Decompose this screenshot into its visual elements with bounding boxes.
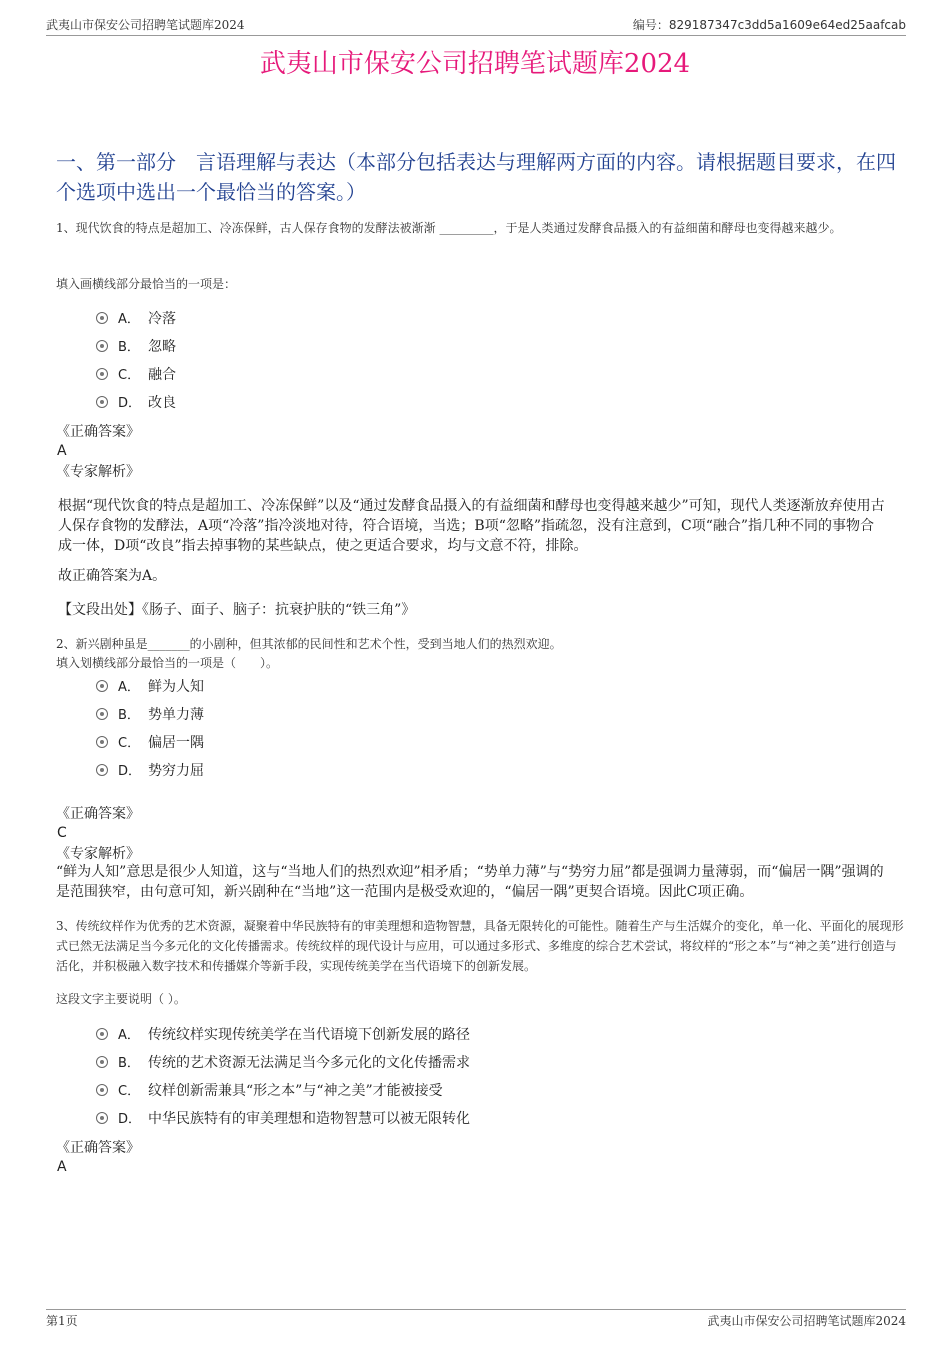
radio-icon[interactable] [96,368,108,380]
radio-icon[interactable] [96,396,108,408]
footer-doc-title: 武夷山市保安公司招聘笔试题库2024 [707,1314,906,1328]
q2-option-c[interactable] [96,732,204,755]
option-letter: A． [118,1028,140,1043]
q2-stem: 2、新兴剧种虽是_______的小剧种，但其浓郁的民间性和艺术个性，受到当地人们的热烈欢迎。 [56,637,562,651]
q1-answer: A [57,443,67,459]
q2-analysis: “鲜为人知”意思是很少人知道，这与“当地人们的热烈欢迎”相矛盾；“势单力薄”与“势穷力屈”都是强调力量薄弱，而“偏居一隅”强调的是范围狭窄，由句意可知，新兴剧种在“当地”这一范围内是极受欢迎的，“偏居一隅”更契合语境。因此C项正确。 [56,864,884,900]
radio-icon[interactable] [96,764,108,776]
q3-answer-label: 《正确答案》 [56,1140,140,1156]
header-id-label: 编号： [632,18,669,32]
option-letter: C． [118,736,141,751]
q3-stem: 3、传统纹样作为优秀的艺术资源，凝聚着中华民族特有的审美理想和造物智慧，具备无限转化的可能性。随着生产与生活媒介的变化，单一化、平面化的展现形式已然无法满足当今多元化的文化传播需求。传统纹样的现代设计与应用，可以通过多形式、多维度的综合艺术尝试，将纹样的“形之本”与“神之美”进行创造与活化，并积极融入数字技术和传播媒介等新手段，实现传统美学在当代语境下的创新发展。 [56,919,904,973]
option-letter: B． [118,708,140,723]
footer-page-number: 第1页 [46,1314,78,1328]
q1-analysis-label: 《专家解析》 [56,464,140,480]
radio-icon[interactable] [96,1112,108,1124]
radio-icon[interactable] [96,736,108,748]
option-text: 中华民族特有的审美理想和造物智慧可以被无限转化 [148,1111,470,1127]
q1-option-a[interactable] [96,308,176,331]
option-letter: A． [118,312,140,327]
q2-option-b[interactable] [96,704,204,727]
radio-icon[interactable] [96,680,108,692]
option-text: 势穷力屈 [148,763,204,779]
option-text: 传统纹样实现传统美学在当代语境下创新发展的路径 [148,1027,470,1043]
q3-option-b[interactable] [96,1052,470,1075]
q1-option-c[interactable] [96,364,176,387]
radio-icon[interactable] [96,1056,108,1068]
q2-answer-label: 《正确答案》 [56,806,140,822]
q1-option-b[interactable] [96,336,176,359]
option-text: 传统的艺术资源无法满足当今多元化的文化传播需求 [148,1055,470,1071]
option-text: 势单力薄 [148,707,204,723]
q3-answer: A [57,1159,67,1175]
option-letter: A． [118,680,140,695]
q2-prompt: 填入划横线部分最恰当的一项是（ ）。 [56,656,279,670]
radio-icon[interactable] [96,340,108,352]
section-heading: 一、第一部分 言语理解与表达（本部分包括表达与理解两方面的内容。请根据题目要求，在四个选项中选出一个最恰当的答案。） [56,150,896,204]
q1-option-d[interactable] [96,392,176,415]
page-title: 武夷山市保安公司招聘笔试题库2024 [259,49,691,79]
footer-divider [46,1309,906,1310]
header-doc-title: 武夷山市保安公司招聘笔试题库2024 [46,18,245,32]
option-text: 纹样创新需兼具“形之本”与“神之美”才能被接受 [148,1083,443,1099]
q1-stem: 1、现代饮食的特点是超加工、冷冻保鲜，古人保存食物的发酵法被渐渐 _________，于是人类通过发酵食品摄入的有益细菌和酵母也变得越来越少。 [56,221,842,235]
header-divider [46,35,906,36]
q3-option-a[interactable] [96,1024,470,1047]
option-text: 忽略 [148,339,176,355]
q2-answer: C [57,825,67,841]
q3-option-c[interactable] [96,1080,443,1103]
q3-prompt: 这段文字主要说明（ ）。 [56,992,186,1006]
option-letter: C． [118,1084,141,1099]
option-letter: D． [118,396,142,411]
q2-option-d[interactable] [96,760,204,783]
q1-analysis: 根据“现代饮食的特点是超加工、冷冻保鲜”以及“通过发酵食品摄入的有益细菌和酵母也变得越来越少”可知，现代人类逐渐放弃使用古人保存食物的发酵法，A项“冷落”指冷淡地对待，符合语境，当选；B项“忽略”指疏忽，没有注意到，C项“融合”指几种不同的事物合成一体，D项“改良”指去掉事物的某些缺点，使之更适合要求，均与文意不符，排除。 [58,498,885,554]
option-text: 偏居一隅 [148,735,204,751]
option-text: 鲜为人知 [148,679,204,695]
q1-prompt: 填入画横线部分最恰当的一项是： [56,277,237,291]
option-letter: B． [118,340,140,355]
option-letter: D． [118,764,142,779]
radio-icon[interactable] [96,708,108,720]
header-id-code: 829187347c3dd5a1609e64ed25aafcab [668,18,906,32]
header-doc-id [633,17,906,33]
option-letter: D． [118,1112,142,1127]
radio-icon[interactable] [96,312,108,324]
option-text: 融合 [148,367,176,383]
option-text: 冷落 [148,311,176,327]
q1-answer-label: 《正确答案》 [56,424,140,440]
radio-icon[interactable] [96,1084,108,1096]
radio-icon[interactable] [96,1028,108,1040]
q2-option-a[interactable] [96,676,204,699]
q1-conclusion: 故正确答案为A。 [58,568,167,584]
option-letter: C． [118,368,141,383]
q3-option-d[interactable] [96,1108,470,1131]
option-letter: B． [118,1056,140,1071]
option-text: 改良 [148,395,176,411]
q1-source: 【文段出处】《肠子、面子、脑子：抗衰护肤的“铁三角”》 [58,602,416,618]
q2-analysis-label: 《专家解析》 [56,846,140,862]
